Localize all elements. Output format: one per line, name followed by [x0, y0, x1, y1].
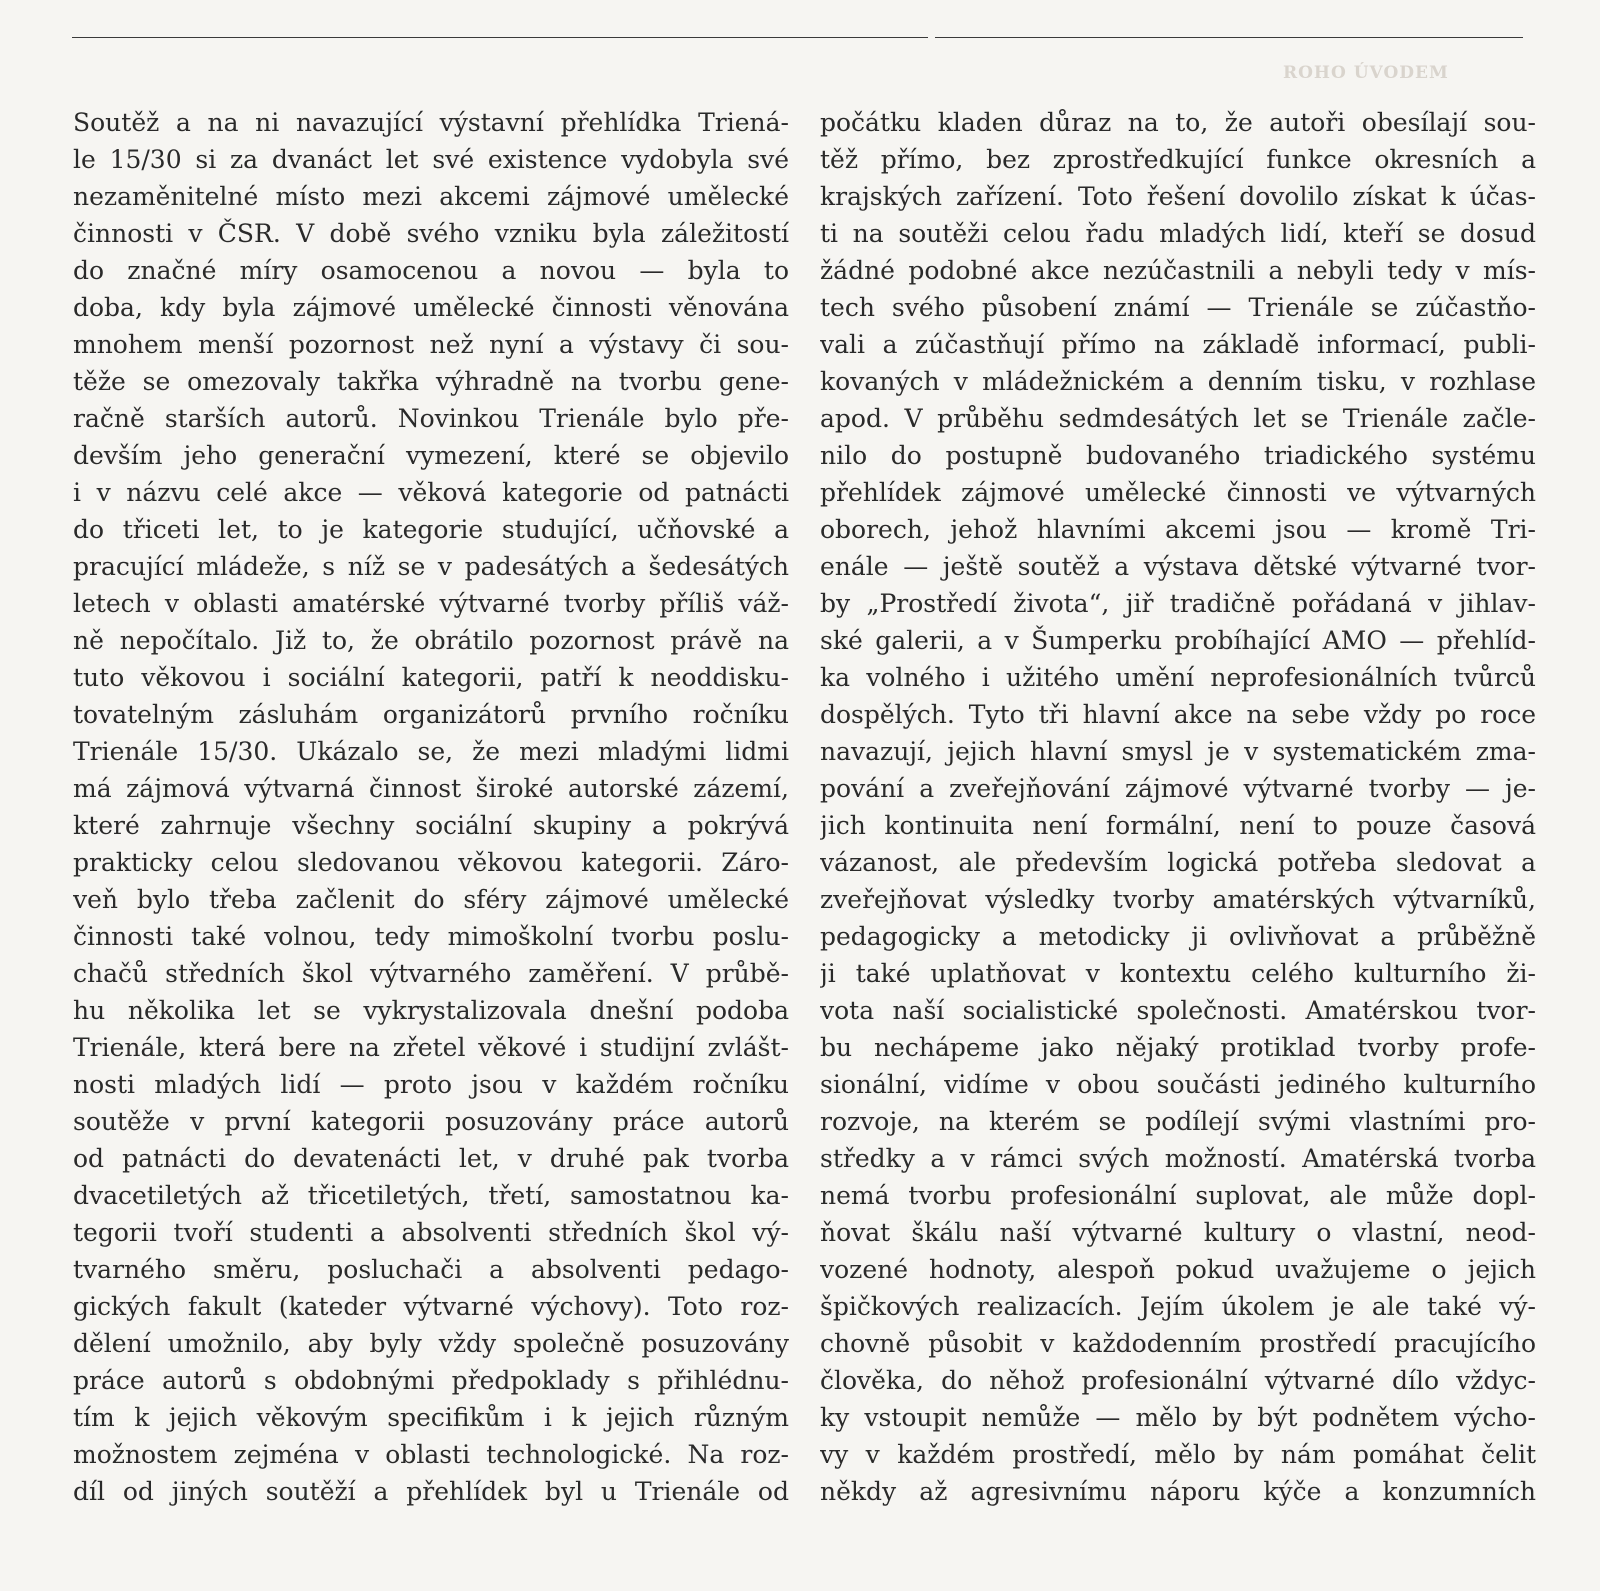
- text-line: by „Prostředí života“, jiř tradičně pořádaná v jihlav-: [820, 589, 1536, 618]
- bleed-through-heading: ROHO ÚVODEM: [1283, 63, 1449, 83]
- text-line: Trienále, která bere na zřetel věkové i studijní zvlášt-: [73, 1033, 789, 1062]
- text-line: bu nechápeme jako nějaký protiklad tvorby profe-: [820, 1033, 1536, 1062]
- text-line: nilo do postupně budovaného triadického systému: [820, 441, 1536, 470]
- text-line: od patnácti do devatenácti let, v druhé pak tvorba: [73, 1144, 789, 1173]
- text-line: ti na soutěži celou řadu mladých lidí, kteří se dosud: [820, 219, 1536, 248]
- text-line: někdy až agresivnímu náporu kýče a konzumních: [820, 1477, 1536, 1506]
- top-rule-left: [72, 37, 928, 38]
- text-line: prakticky celou sledovanou věkovou kategorii. Záro-: [73, 848, 789, 877]
- text-line: nosti mladých lidí — proto jsou v každém ročníku: [73, 1070, 789, 1099]
- text-line: veň bylo třeba začlenit do sféry zájmové umělecké: [73, 885, 789, 914]
- text-line: ské galerii, a v Šumperku probíhající AMO — přehlíd-: [820, 626, 1536, 655]
- text-line: činnosti také volnou, tedy mimoškolní tvorbu poslu-: [73, 922, 789, 951]
- text-line: rozvoje, na kterém se podílejí svými vlastními pro-: [820, 1107, 1536, 1136]
- text-line: navazují, jejich hlavní smysl je v systematickém zma-: [820, 737, 1536, 766]
- text-line: tuto věkovou i sociální kategorii, patří k neoddisku-: [73, 663, 789, 692]
- text-line: ňovat škálu naší výtvarné kultury o vlastní, neod-: [820, 1218, 1536, 1247]
- text-line: dvacetiletých až třicetiletých, třetí, samostatnou ka-: [73, 1181, 789, 1210]
- text-line: žádné podobné akce nezúčastnili a nebyli tedy v mís-: [820, 256, 1536, 285]
- text-line: devším jeho generační vymezení, které se objevilo: [73, 441, 789, 470]
- text-line: ně nepočítalo. Již to, že obrátilo pozornost právě na: [73, 626, 789, 655]
- text-line: dělení umožnilo, aby byly vždy společně posuzovány: [73, 1329, 789, 1358]
- text-line: letech v oblasti amatérské výtvarné tvorby příliš váž-: [73, 589, 789, 618]
- text-line: těže se omezovaly takřka výhradně na tvorbu gene-: [73, 367, 789, 396]
- text-line: račně starších autorů. Novinkou Trienále bylo pře-: [73, 404, 789, 433]
- text-line: počátku kladen důraz na to, že autoři obesílají sou-: [820, 108, 1536, 137]
- text-line: činnosti v ČSR. V době svého vzniku byla záležitostí: [73, 219, 789, 248]
- text-line: Soutěž a na ni navazující výstavní přehlídka Triená-: [73, 108, 789, 137]
- text-line: tvarného směru, posluchači a absolventi pedago-: [73, 1255, 789, 1284]
- text-line: Trienále 15/30. Ukázalo se, že mezi mladými lidmi: [73, 737, 789, 766]
- text-line: zveřejňovat výsledky tvorby amatérských výtvarníků,: [820, 885, 1536, 914]
- text-line: doba, kdy byla zájmové umělecké činnosti věnována: [73, 293, 789, 322]
- text-line: hu několika let se vykrystalizovala dnešní podoba: [73, 996, 789, 1025]
- text-line: vy v každém prostředí, mělo by nám pomáhat čelit: [820, 1440, 1536, 1469]
- text-line: enále — ještě soutěž a výstava dětské výtvarné tvor-: [820, 552, 1536, 581]
- text-line: tím k jejich věkovým specifikům i k jejich různým: [73, 1403, 789, 1432]
- text-line: vali a zúčastňují přímo na základě informací, publi-: [820, 330, 1536, 359]
- text-line: do třiceti let, to je kategorie studující, učňovské a: [73, 515, 789, 544]
- text-line: le 15/30 si za dvanáct let své existence vydobyla své: [73, 145, 789, 174]
- text-line: do značné míry osamocenou a novou — byla to: [73, 256, 789, 285]
- text-line: nemá tvorbu profesionální suplovat, ale může dopl-: [820, 1181, 1536, 1210]
- text-line: které zahrnuje všechny sociální skupiny a pokrývá: [73, 811, 789, 840]
- top-rule-right: [935, 37, 1523, 38]
- right-text-column: [820, 104, 1536, 1510]
- text-line: práce autorů s obdobnými předpoklady s přihlédnu-: [73, 1366, 789, 1395]
- text-line: člověka, do něhož profesionální výtvarné dílo vždyc-: [820, 1366, 1536, 1395]
- text-line: pracující mládeže, s níž se v padesátých a šedesátých: [73, 552, 789, 581]
- text-line: tegorii tvoří studenti a absolventi středních škol vý-: [73, 1218, 789, 1247]
- text-line: možnostem zejména v oblasti technologické. Na roz-: [73, 1440, 789, 1469]
- text-line: středky a v rámci svých možností. Amatérská tvorba: [820, 1144, 1536, 1173]
- text-line: nezaměnitelné místo mezi akcemi zájmové umělecké: [73, 182, 789, 211]
- text-line: pedagogicky a metodicky ji ovlivňovat a průběžně: [820, 922, 1536, 951]
- text-line: vota naší socialistické společnosti. Amatérskou tvor-: [820, 996, 1536, 1025]
- text-line: chačů středních škol výtvarného zaměření. V průbě-: [73, 959, 789, 988]
- text-line: tech svého působení známí — Trienále se zúčastňo-: [820, 293, 1536, 322]
- text-line: sionální, vidíme v obou součásti jediného kulturního: [820, 1070, 1536, 1099]
- text-line: dospělých. Tyto tři hlavní akce na sebe vždy po roce: [820, 700, 1536, 729]
- text-line: krajských zařízení. Toto řešení dovolilo získat k účas-: [820, 182, 1536, 211]
- text-line: kovaných v mládežnickém a denním tisku, v rozhlase: [820, 367, 1536, 396]
- text-line: ky vstoupit nemůže — mělo by být podnětem výcho-: [820, 1403, 1536, 1432]
- text-line: soutěže v první kategorii posuzovány práce autorů: [73, 1107, 789, 1136]
- text-line: přehlídek zájmové umělecké činnosti ve výtvarných: [820, 478, 1536, 507]
- text-line: jich kontinuita není formální, není to pouze časová: [820, 811, 1536, 840]
- text-line: těž přímo, bez zprostředkující funkce okresních a: [820, 145, 1536, 174]
- text-line: chovně působit v každodenním prostředí pracujícího: [820, 1329, 1536, 1358]
- text-line: mnohem menší pozornost než nyní a výstavy či sou-: [73, 330, 789, 359]
- text-line: gických fakult (kateder výtvarné výchovy). Toto roz-: [73, 1292, 789, 1321]
- text-line: špičkových realizacích. Jejím úkolem je ale také vý-: [820, 1292, 1536, 1321]
- text-line: vozené hodnoty, alespoň pokud uvažujeme o jejich: [820, 1255, 1536, 1284]
- left-text-column: [73, 104, 789, 1510]
- text-line: pování a zveřejňování zájmové výtvarné tvorby — je-: [820, 774, 1536, 803]
- text-line: má zájmová výtvarná činnost široké autorské zázemí,: [73, 774, 789, 803]
- text-line: díl od jiných soutěží a přehlídek byl u Trienále od: [73, 1477, 789, 1506]
- text-line: ka volného i užitého umění neprofesionálních tvůrců: [820, 663, 1536, 692]
- text-line: oborech, jehož hlavními akcemi jsou — kromě Tri-: [820, 515, 1536, 544]
- text-line: apod. V průběhu sedmdesátých let se Trienále začle-: [820, 404, 1536, 433]
- text-line: i v názvu celé akce — věková kategorie od patnácti: [73, 478, 789, 507]
- text-line: ji také uplatňovat v kontextu celého kulturního ži-: [820, 959, 1536, 988]
- text-line: tovatelným zásluhám organizátorů prvního ročníku: [73, 700, 789, 729]
- text-line: vázanost, ale především logická potřeba sledovat a: [820, 848, 1536, 877]
